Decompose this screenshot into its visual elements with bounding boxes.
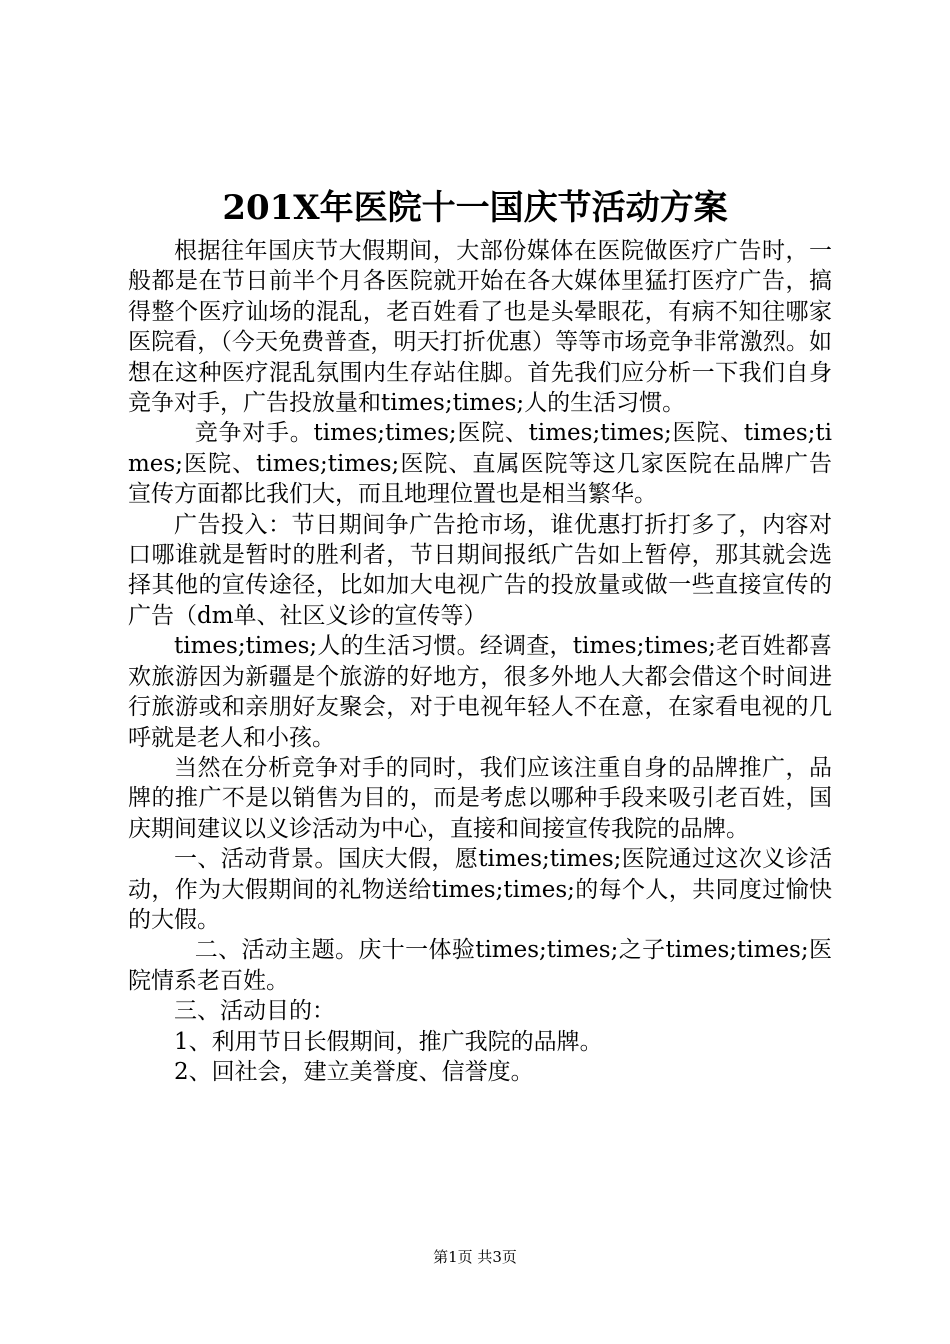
paragraph-purpose-item-1: 1、利用节日长假期间，推广我院的品牌。 xyxy=(174,1028,603,1055)
document-title: 201X年医院十一国庆节活动方案 xyxy=(222,188,728,228)
paragraph-activity-purpose: 三、活动目的： xyxy=(174,998,335,1025)
paragraph-purpose-item-2: 2、回社会，建立美誉度、信誉度。 xyxy=(174,1058,534,1085)
paragraph-brand-promotion: 当然在分析竞争对手的同时，我们应该注重自身的品牌推广，品牌的推广不是以销售为目的，而是考虑以哪种手段来吸引老百姓，国庆期间建议以义诊活动为中心，直接和间接宣传我院的品牌。 xyxy=(128,754,832,842)
paragraph-intro: 根据往年国庆节大假期间，大部份媒体在医院做医疗广告时，一般都是在节日前半个月各医院就开始在各大媒体里猛打医疗广告，搞得整个医疗讪场的混乱，老百姓看了也是头晕眼花，有病不知往哪家医院看，（今天免费普查，明天打折优惠）等等市场竞争非常激烈。如想在这种医疗混乱氛围内生存站住脚。首先我们应分析一下我们自身竞争对手，广告投放量和times;times;人的生活习惯。 xyxy=(128,238,832,417)
paragraph-ad-investment: 广告投入：节日期间争广告抢市场，谁优惠打折打多了，内容对口哪谁就是暂时的胜利者，节日期间报纸广告如上暂停，那其就会选择其他的宣传途径，比如加大电视广告的投放量或做一些直接宣传的广告（dm单、社区义诊的宣传等） xyxy=(128,511,832,629)
paragraph-living-habits: times;times;人的生活习惯。经调查，times;times;老百姓都喜欢旅游因为新疆是个旅游的好地方，很多外地人大都会借这个时间进行旅游或和亲朋好友聚会，对于电视年轻人不在意，在家看电视的几呼就是老人和小孩。 xyxy=(128,633,832,751)
paragraph-activity-background: 一、活动背景。国庆大假，愿times;times;医院通过这次义诊活动，作为大假期间的礼物送给times;times;的每个人，共同度过愉快的大假。 xyxy=(128,846,832,933)
page-number-footer: 第1页 共3页 xyxy=(433,1248,517,1266)
paragraph-activity-theme: 二、活动主题。庆十一体验times;times;之子times;times;医院情系老百姓。 xyxy=(128,937,832,994)
paragraph-competitors: 竞争对手。times;times;医院、times;times;医院、times;times;医院、times;times;医院、直属医院等这几家医院在品牌广告宣传方面都比我们大，而且地理位置也是相当繁华。 xyxy=(128,420,832,508)
document-body xyxy=(128,236,832,1087)
